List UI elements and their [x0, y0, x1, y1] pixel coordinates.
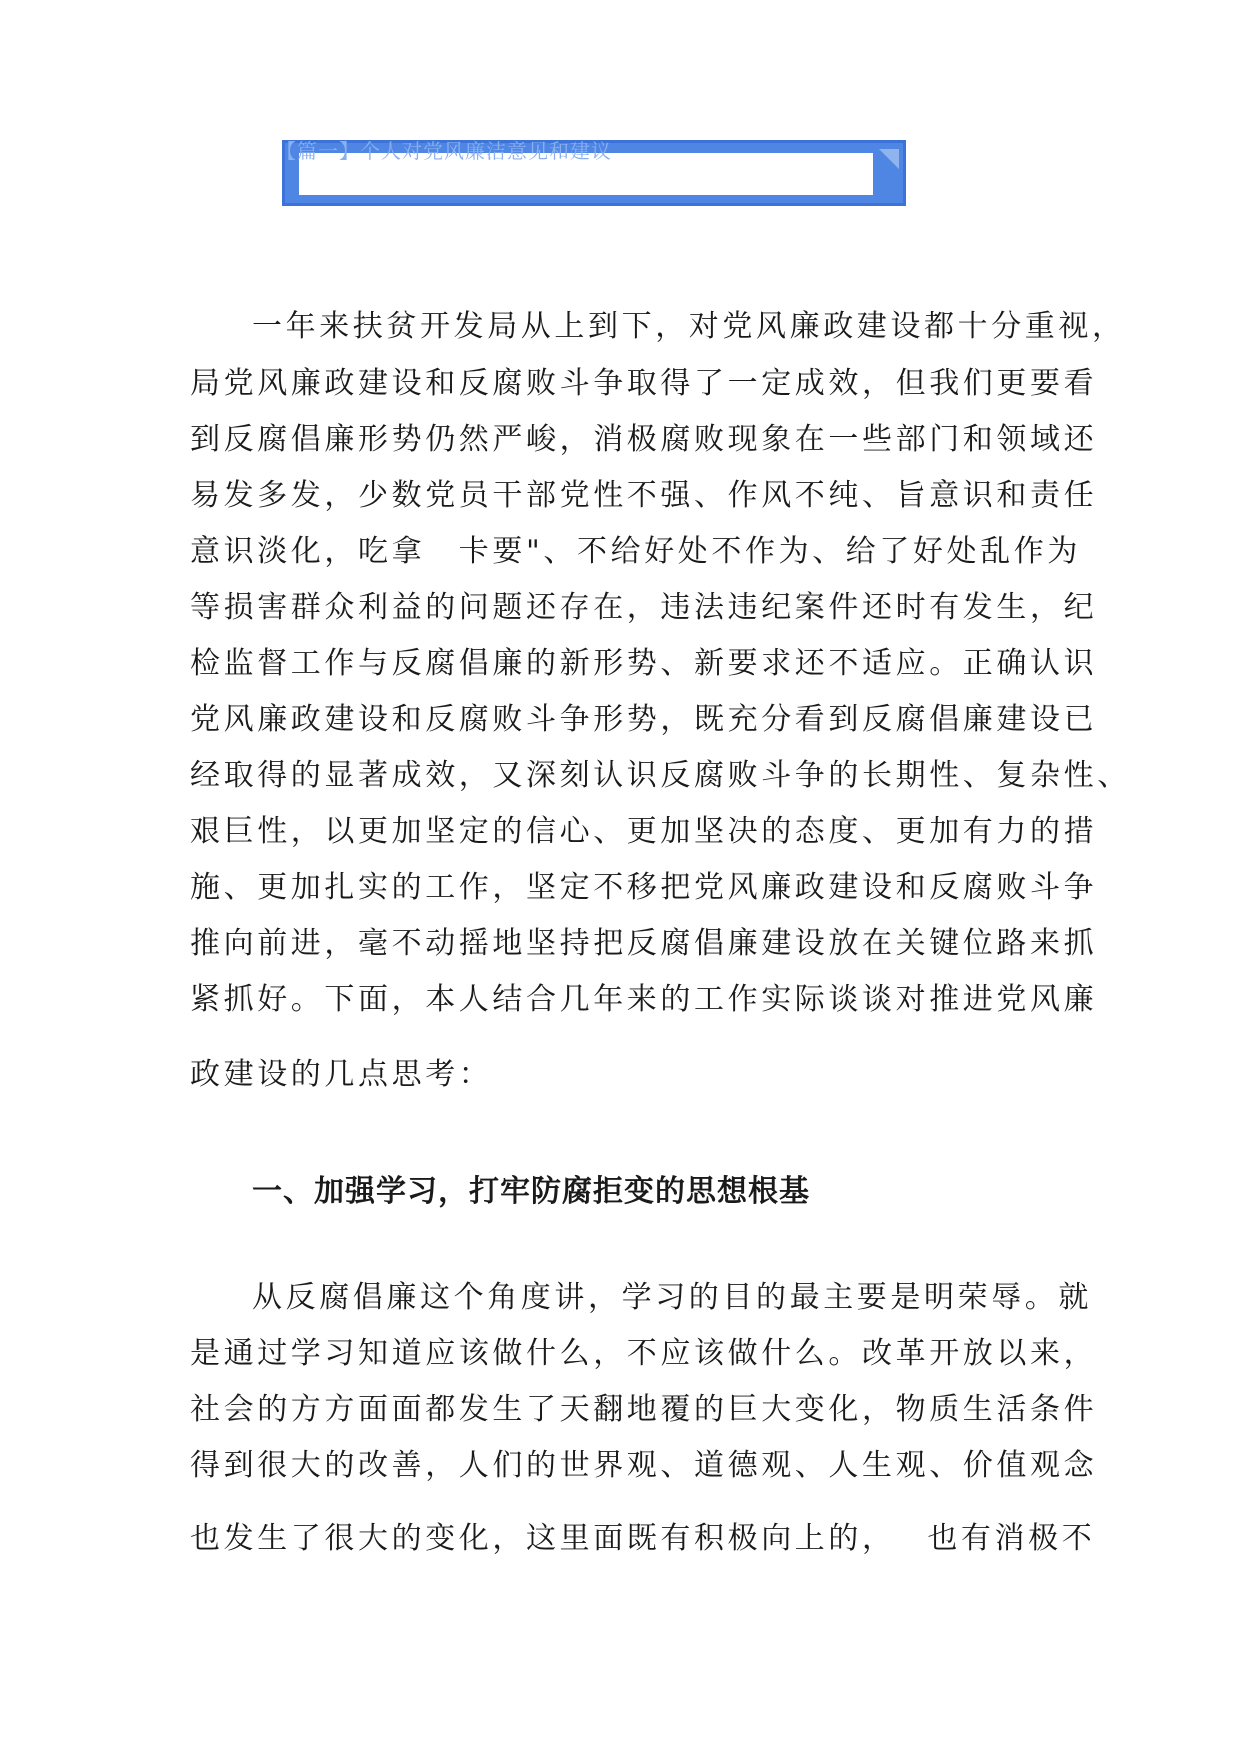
paragraph-line: 从反腐倡廉这个角度讲，学习的目的最主要是明荣辱。就	[252, 1280, 1092, 1315]
paragraph-line: 社会的方方面面都发生了天翻地覆的巨大变化，物质生活条件	[190, 1392, 1098, 1427]
banner-title: 【篇一】个人对党风廉洁意见和建议	[276, 139, 612, 163]
paragraph-line: 意识淡化，吃拿 卡要"、不给好处不作为、给了好处乱作为	[190, 534, 1081, 569]
paragraph-line: 得到很大的改善，人们的世界观、道德观、人生观、价值观念	[190, 1448, 1098, 1483]
paragraph-line: 施、更加扎实的工作，坚定不移把党风廉政建设和反腐败斗争	[190, 870, 1098, 905]
paragraph-line: 艰巨性，以更加坚定的信心、更加坚决的态度、更加有力的措	[190, 814, 1098, 849]
banner-corner-fold	[879, 149, 899, 169]
paragraph-line: 局党风廉政建设和反腐败斗争取得了一定成效，但我们更要看	[190, 366, 1098, 401]
paragraph-line: 等损害群众利益的问题还存在，违法违纪案件还时有发生，纪	[190, 590, 1098, 625]
paragraph-line: 易发多发，少数党员干部党性不强、作风不纯、旨意识和责任	[190, 478, 1098, 513]
paragraph-line: 推向前进，毫不动摇地坚持把反腐倡廉建设放在关键位路来抓	[190, 926, 1098, 961]
paragraph-line: 紧抓好。下面，本人结合几年来的工作实际谈谈对推进党风廉	[190, 982, 1098, 1017]
paragraph-line: 一年来扶贫开发局从上到下，对党风廉政建设都十分重视，	[252, 309, 1126, 344]
paragraph-line: 党风廉政建设和反腐败斗争形势，既充分看到反腐倡廉建设已	[190, 702, 1098, 737]
paragraph-line: 到反腐倡廉形势仍然严峻，消极腐败现象在一些部门和领域还	[190, 422, 1098, 457]
paragraph-line: 也发生了很大的变化，这里面既有积极向上的， 也有消极不	[190, 1521, 1096, 1556]
paragraph-line: 政建设的几点思考：	[190, 1057, 493, 1092]
paragraph-line: 检监督工作与反腐倡廉的新形势、新要求还不适应。正确认识	[190, 646, 1098, 681]
section-heading: 一、加强学习，打牢防腐拒变的思想根基	[252, 1174, 810, 1209]
paragraph-line: 是通过学习知道应该做什么，不应该做什么。改革开放以来，	[190, 1336, 1098, 1371]
paragraph-line: 经取得的显著成效，又深刻认识反腐败斗争的长期性、复杂性、	[190, 758, 1131, 793]
